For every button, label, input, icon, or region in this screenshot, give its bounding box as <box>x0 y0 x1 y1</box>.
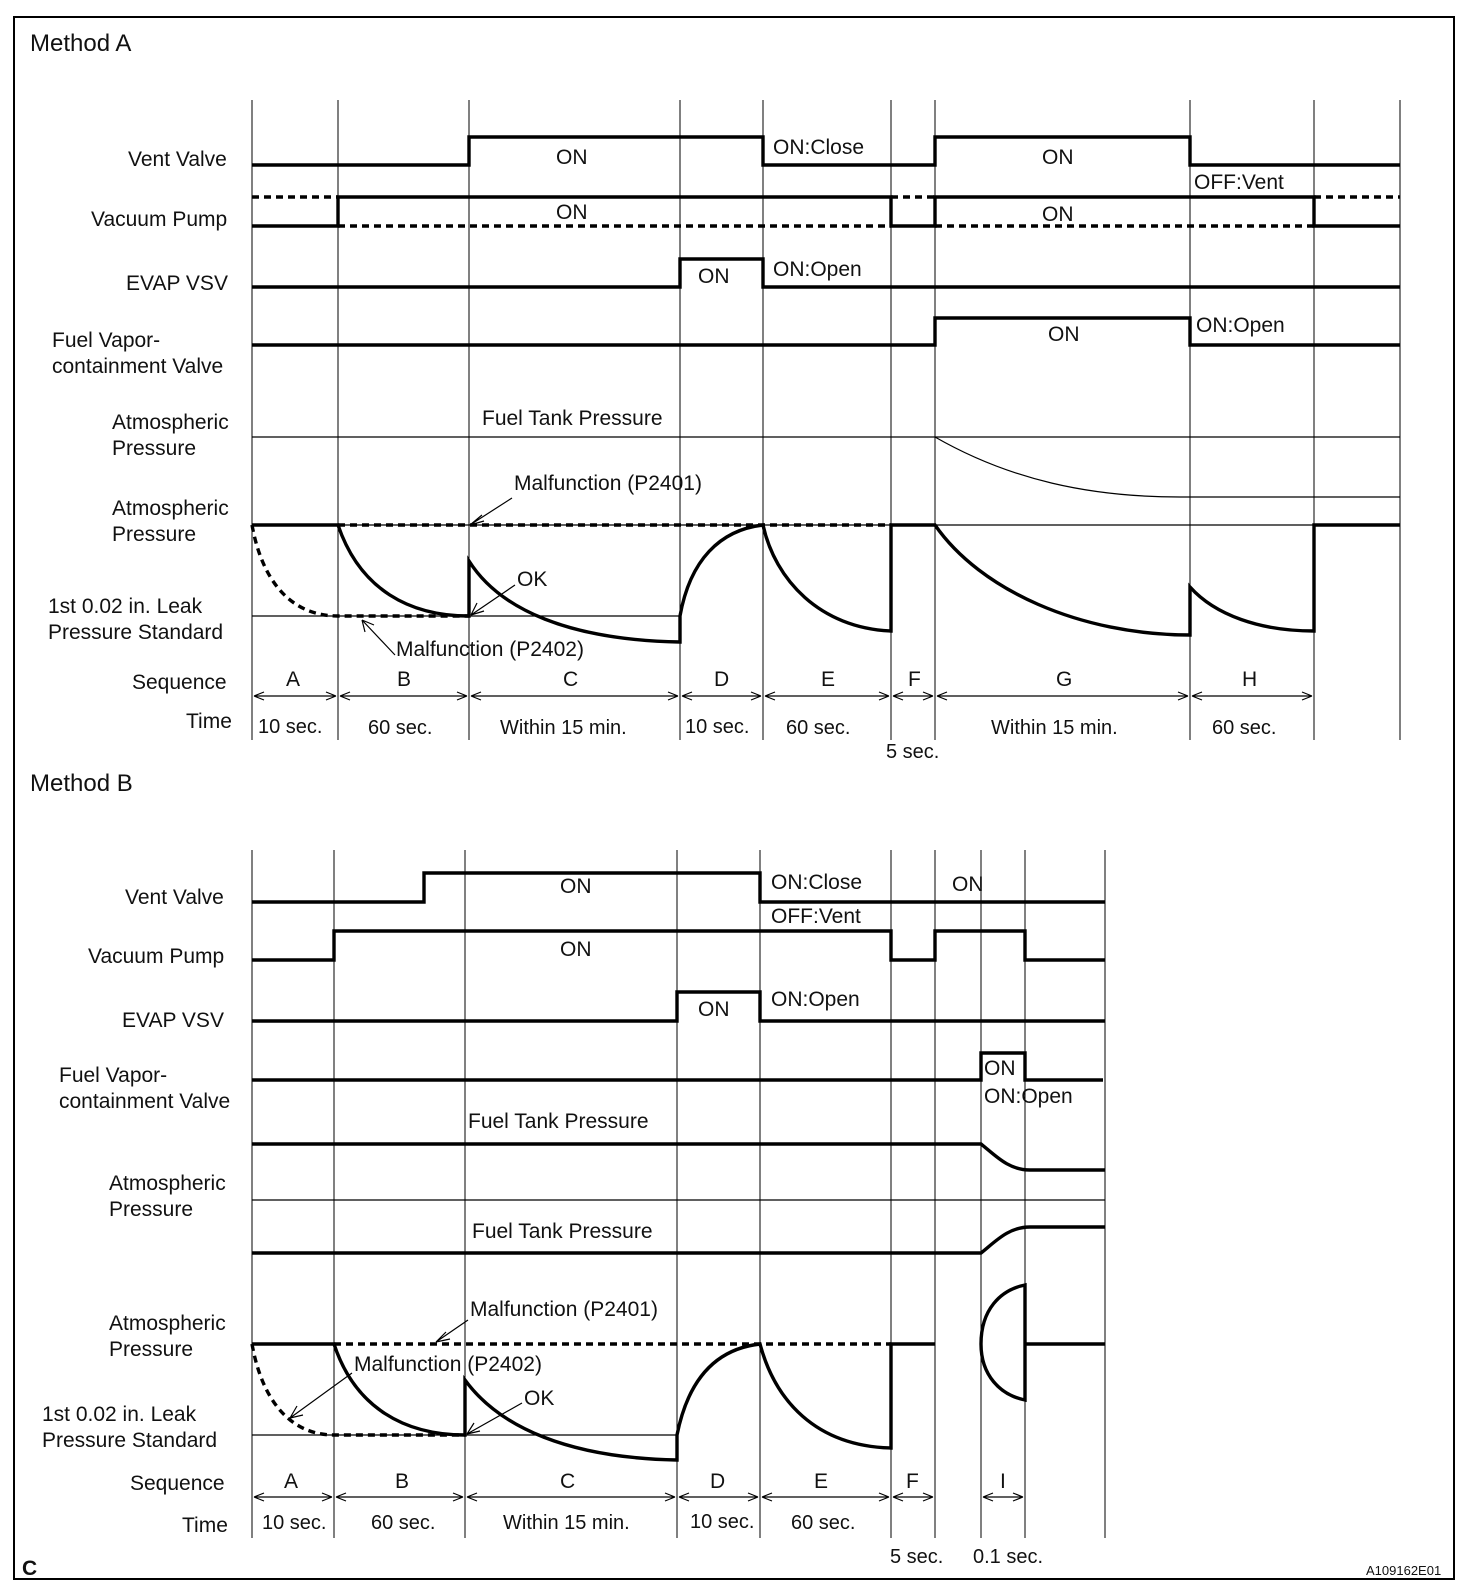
evap-vsv-signal-b <box>252 992 1105 1021</box>
fv-on-open-label-b: ON:Open <box>984 1085 1073 1108</box>
ok-label-b: OK <box>524 1387 555 1410</box>
fv-on-label-b: ON <box>984 1057 1016 1080</box>
corner-letter: C <box>22 1557 38 1580</box>
fuel-vapor-label-b-1: Fuel Vapor- <box>59 1064 168 1087</box>
malf-p2401-label-a: Malfunction (P2401) <box>514 472 702 495</box>
seq-b-a: A <box>284 1470 299 1493</box>
ok-label-a: OK <box>517 568 548 591</box>
vent-off-vent-label-b: OFF:Vent <box>771 905 861 928</box>
fuel-tank-pressure-curve-a <box>935 437 1400 497</box>
time-b-2: 60 sec. <box>371 1512 436 1534</box>
leak-standard-label-a-1: 1st 0.02 in. Leak <box>48 595 203 618</box>
time-b-3: Within 15 min. <box>503 1512 630 1534</box>
time-b-4: 10 sec. <box>690 1511 755 1533</box>
time-label-a: Time <box>186 710 232 733</box>
sequence-arrows-a <box>254 692 1312 700</box>
fuel-vapor-label-a-1: Fuel Vapor- <box>52 329 161 352</box>
atm-pressure-label-a-1b: Pressure <box>112 437 197 460</box>
vent-on-label-a1: ON <box>556 146 588 169</box>
seq-a-b: B <box>397 668 412 691</box>
seq-b-b: B <box>395 1470 410 1493</box>
atm-pressure-label-b-1b: Pressure <box>109 1198 194 1221</box>
fv-on-label-a: ON <box>1048 323 1080 346</box>
evap-vsv-label-a: EVAP VSV <box>126 272 228 295</box>
time-a-2: 60 sec. <box>368 717 433 739</box>
method-a-section <box>30 30 1400 763</box>
seq-a-c: C <box>563 668 579 691</box>
seq-a-a: A <box>286 668 301 691</box>
fuel-tank-pressure-curve-b1 <box>252 1144 1105 1170</box>
vacuum-pump-signal-b <box>252 931 1105 960</box>
seq-b-c: C <box>560 1470 576 1493</box>
time-a-5: 60 sec. <box>786 717 851 739</box>
atm-pressure-label-b-1a: Atmospheric <box>109 1172 226 1195</box>
vacuum-pump-dashed-a <box>252 197 1400 226</box>
evap-vsv-label-b: EVAP VSV <box>122 1009 224 1032</box>
malf-p2402-arrow-a <box>362 620 395 655</box>
atm-pressure-label-b-2a: Atmospheric <box>109 1312 226 1335</box>
fuel-vapor-label-a-2: containment Valve <box>52 355 224 378</box>
time-b-1: 10 sec. <box>262 1512 327 1534</box>
time-a-8: 60 sec. <box>1212 717 1277 739</box>
time-a-1: 10 sec. <box>258 716 323 738</box>
vacuum-pump-label-b: Vacuum Pump <box>88 945 225 968</box>
time-label-b: Time <box>182 1514 228 1537</box>
leak-standard-label-b-1: 1st 0.02 in. Leak <box>42 1403 197 1426</box>
vacuum-pump-label-a: Vacuum Pump <box>91 208 228 231</box>
time-b-6: 5 sec. <box>890 1546 944 1568</box>
time-a-7: Within 15 min. <box>991 717 1118 739</box>
atm-pressure-label-a-1a: Atmospheric <box>112 411 229 434</box>
vacuum-pump-signal-a <box>252 197 1400 226</box>
time-a-3: Within 15 min. <box>500 717 627 739</box>
vent-on-close-label-b: ON:Close <box>771 871 863 894</box>
malf-p2402-label-a: Malfunction (P2402) <box>396 638 584 661</box>
method-b-section <box>30 770 1105 1568</box>
malf-p2401-arrow-b <box>436 1320 468 1342</box>
malf-p2401-label-b: Malfunction (P2401) <box>470 1298 658 1321</box>
evap-on-label-b: ON <box>698 998 730 1021</box>
fuel-tank-pressure-label-a: Fuel Tank Pressure <box>482 407 663 430</box>
malf-p2401-arrow-a <box>470 498 512 525</box>
sequence-arrows-b <box>254 1493 1023 1501</box>
leak-standard-label-b-2: Pressure Standard <box>42 1429 218 1452</box>
sequence-label-b: Sequence <box>130 1472 225 1495</box>
seq-a-g: G <box>1056 668 1073 691</box>
sequence-label-a: Sequence <box>132 671 227 694</box>
fuel-tank-pressure-curve-b2 <box>252 1227 1105 1253</box>
seq-b-d: D <box>710 1470 726 1493</box>
evap-on-label-a: ON <box>698 265 730 288</box>
seq-a-e: E <box>821 668 836 691</box>
fuel-tank-pressure-label-b2: Fuel Tank Pressure <box>472 1220 653 1243</box>
seq-a-h: H <box>1242 668 1258 691</box>
leak-standard-label-a-2: Pressure Standard <box>48 621 224 644</box>
fv-on-open-label-a: ON:Open <box>1196 314 1285 337</box>
malf-p2402-label-b: Malfunction (P2402) <box>354 1353 542 1376</box>
vent-valve-label-a: Vent Valve <box>128 148 227 171</box>
seq-b-i: I <box>1000 1470 1006 1493</box>
ok-arrow-b <box>467 1403 522 1434</box>
seq-a-f: F <box>908 668 921 691</box>
vent-on-label-b2: ON <box>952 873 984 896</box>
time-a-6: 5 sec. <box>886 741 940 763</box>
vent-valve-label-b: Vent Valve <box>125 886 224 909</box>
method-b-title: Method B <box>30 770 133 797</box>
method-a-title: Method A <box>30 30 132 57</box>
seq-b-e: E <box>814 1470 829 1493</box>
pump-on-label-a2: ON <box>1042 203 1074 226</box>
vent-off-vent-label-a: OFF:Vent <box>1194 171 1284 194</box>
fuel-tank-pressure-label-b1: Fuel Tank Pressure <box>468 1110 649 1133</box>
pressure-curve-a <box>252 525 1400 642</box>
seq-a-d: D <box>714 668 730 691</box>
pump-on-label-a1: ON <box>556 201 588 224</box>
time-a-4: 10 sec. <box>685 716 750 738</box>
seq-b-f: F <box>906 1470 919 1493</box>
vent-on-close-label-a: ON:Close <box>773 136 865 159</box>
evap-on-open-label-b: ON:Open <box>771 988 860 1011</box>
malf-p2402-arrow-b <box>290 1373 352 1418</box>
pump-on-label-b: ON <box>560 938 592 961</box>
time-b-5: 60 sec. <box>791 1512 856 1534</box>
atm-pressure-label-a-2a: Atmospheric <box>112 497 229 520</box>
fuel-vapor-label-b-2: containment Valve <box>59 1090 231 1113</box>
vent-on-label-b1: ON <box>560 875 592 898</box>
time-b-7: 0.1 sec. <box>973 1546 1044 1568</box>
vent-on-label-a2: ON <box>1042 146 1074 169</box>
atm-pressure-label-b-2b: Pressure <box>109 1338 194 1361</box>
atm-pressure-label-a-2b: Pressure <box>112 523 197 546</box>
figure-id: A109162E01 <box>1366 1563 1442 1578</box>
evap-on-open-label-a: ON:Open <box>773 258 862 281</box>
